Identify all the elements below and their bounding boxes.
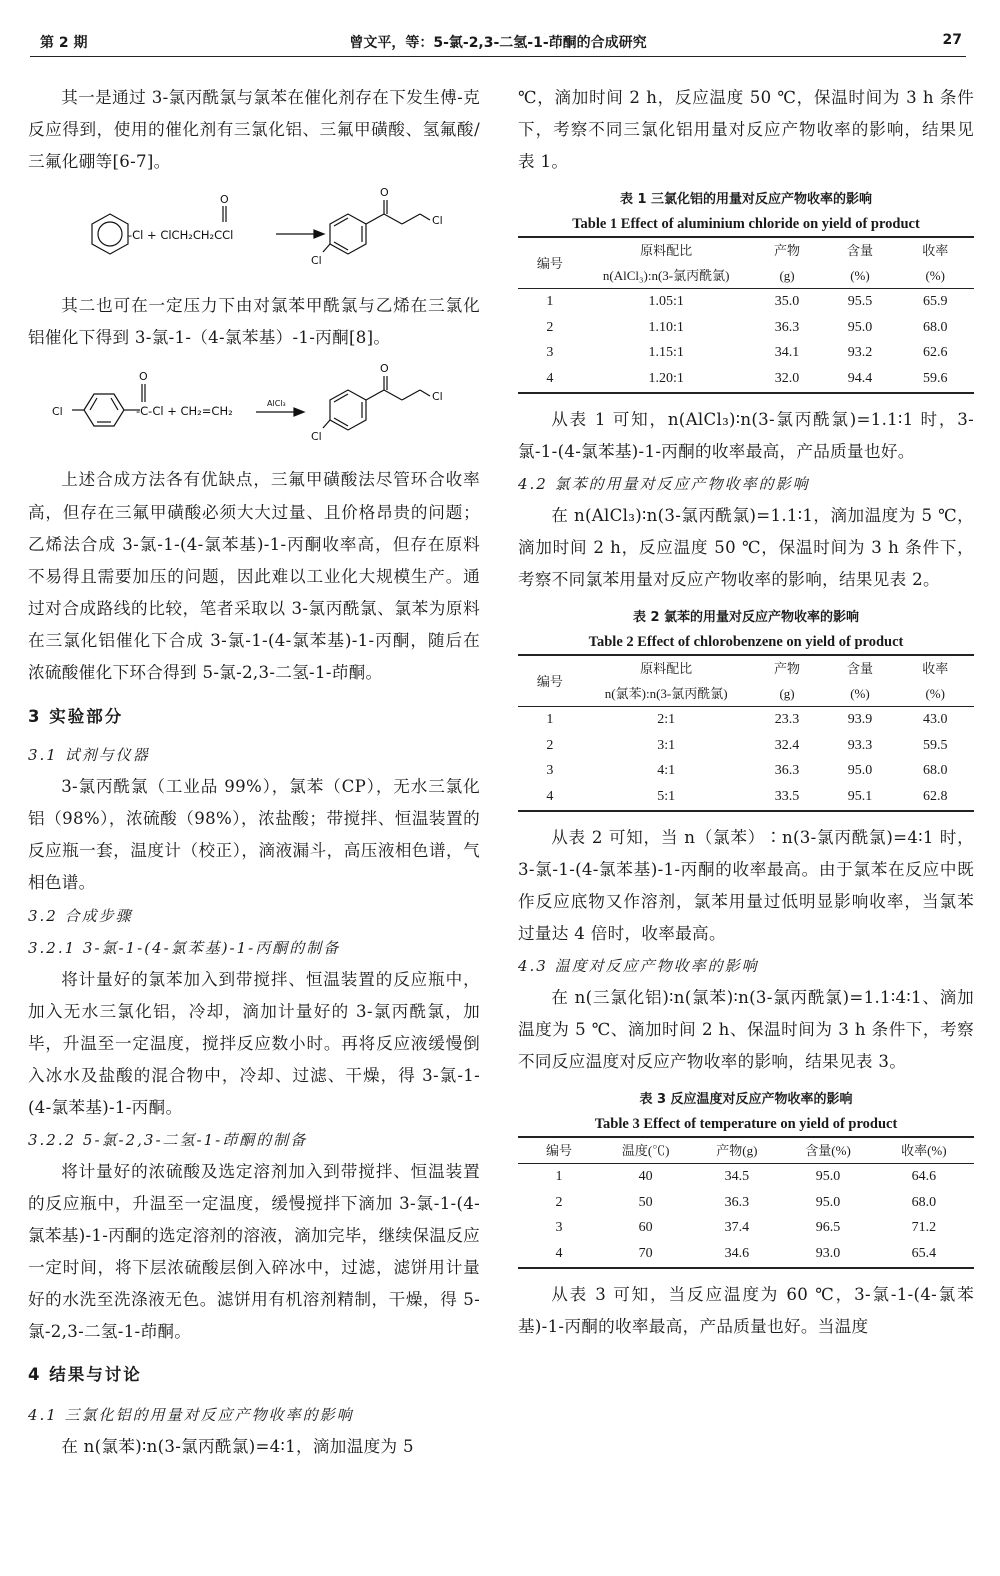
running-title: 曾文平，等：5-氯-2,3-二氢-1-茚酮的合成研究 <box>349 35 647 51</box>
heading-3-2: 3.2 合成步骤 <box>28 906 133 925</box>
table3-header-yield: 收率(%) <box>874 1137 974 1164</box>
table-cell: 93.3 <box>847 737 873 753</box>
table-cell: 34.1 <box>774 345 800 361</box>
table2-header-no: 编号 <box>518 655 582 707</box>
issue-label: 第 2 期 <box>40 35 88 51</box>
table-cell: 93.0 <box>782 1241 873 1268</box>
reaction-scheme-2-drawing <box>28 354 480 464</box>
paragraph-4-1-start: 在 n(氯苯)∶n(3-氯丙酰氯)=4∶1，滴加温度为 5 <box>61 1436 414 1456</box>
heading-3-2-2: 3.2.2 5-氯-2,3-二氢-1-茚酮的制备 <box>28 1130 308 1149</box>
paragraph-table3-discussion: 从表 3 可知，当反应温度为 60 ℃，3-氯-1-(4-氯苯基)-1-丙酮的收率最高，产品质量也好。当温度 <box>518 1284 974 1336</box>
table-row <box>518 1190 974 1216</box>
table-3 <box>518 1136 974 1268</box>
scheme1-product-cl-ring: Cl <box>311 254 322 268</box>
table-cell: 62.6 <box>922 345 948 361</box>
table-cell: 95.1 <box>824 784 897 811</box>
table-cell: 1.05:1 <box>648 294 684 310</box>
table1-caption-zh: 表 1 三氯化铝的用量对反应产物收率的影响 <box>619 192 873 208</box>
table2-header-product: 产物 <box>751 655 824 681</box>
heading-section-4: 4 结果与讨论 <box>28 1364 142 1384</box>
scheme2-product-cl-chain: Cl <box>432 390 443 404</box>
table-cell: 68.0 <box>911 1194 937 1210</box>
scheme1-carbonyl-o: O <box>220 193 229 207</box>
table1-header-product: 产物 <box>751 237 824 263</box>
paragraph-step-2: 将计量好的浓硫酸及选定溶剂加入到带搅拌、恒温装置的反应瓶中，升温至一定温度，缓慢搅拌下滴加 3-氯-1-(4-氯苯基)-1-丙酮的选定溶剂的溶液，滴加完毕，继续保温反应一定时间，将下层浓硫酸层倒入碎冰中，过滤，滤饼用计量好的水洗至洗涤液无色。滤饼用有机溶剂精制，干燥，得 5-氯-2,3-二氢-1-茚酮。 <box>28 1161 480 1342</box>
table-cell: 59.5 <box>922 737 948 753</box>
paragraph-table1-discussion: 从表 1 可知，n(AlCl₃)∶n(3-氯丙酰氯)=1.1∶1 时，3-氯-1-(4-氯苯基)-1-丙酮的收率最高，产品质量也好。 <box>518 409 974 461</box>
table-1 <box>518 236 974 393</box>
table2-caption-en: Table 2 Effect of chlorobenzene on yield of product <box>588 634 904 651</box>
table-row <box>518 289 974 315</box>
page-number: 27 <box>942 32 962 48</box>
table-cell: 50 <box>638 1194 653 1210</box>
table3-caption-zh: 表 3 反应温度对反应产物收率的影响 <box>639 1092 853 1108</box>
paragraph-route-1: 其一是通过 3-氯丙酰氯与氯苯在催化剂存在下发生傅-克反应得到，使用的催化剂有三氯化铝、三氟甲磺酸、氢氟酸/三氟化硼等[6-7]。 <box>28 88 480 172</box>
table2-header-ratio-sub: n(氯苯):n(3-氯丙酰氯) <box>582 681 751 707</box>
table-cell: 4:1 <box>657 763 676 779</box>
table-cell: 33.5 <box>751 784 824 811</box>
table3-header-product: 产物(g) <box>691 1137 782 1164</box>
table-cell: 34.5 <box>724 1169 750 1185</box>
table-cell: 4 <box>518 1241 600 1268</box>
heading-4-2: 4.2 氯苯的用量对反应产物收率的影响 <box>518 474 810 493</box>
table-cell: 62.8 <box>896 784 974 811</box>
table-cell: 2 <box>546 737 554 753</box>
paragraph-4-3: 在 n(三氯化铝)∶n(氯苯)∶n(3-氯丙酰氯)=1.1∶4∶1、滴加温度为 5 ℃、滴加时间 2 h、保温时间为 3 h 条件下，考察不同反应温度对反应产物收率的影响，结果见表 3。 <box>518 987 974 1072</box>
paragraph-reagents: 3-氯丙酰氯（工业品 99%），氯苯（CP），无水三氯化铝（98%），浓硫酸（98%），浓盐酸；带搅拌、恒温装置的反应瓶一套，温度计（校正），滴液漏斗，高压液相色谱，气相色谱。 <box>28 777 480 893</box>
table-cell: 23.3 <box>774 712 800 728</box>
table2-header-yield-unit: (%) <box>896 681 974 707</box>
table-cell: 1 <box>555 1169 563 1185</box>
table3-caption-en: Table 3 Effect of temperature on yield of product <box>594 1116 898 1133</box>
scheme1-reactants-text: -Cl + ClCH₂CH₂CCl <box>128 228 234 243</box>
table1-header-no: 编号 <box>518 237 582 289</box>
table-cell: 93.2 <box>847 345 873 361</box>
table1-header-ratio-sub: n(AlCl₃):n(3-氯丙酰氯) <box>582 263 751 289</box>
paragraph-table2-discussion: 从表 2 可知，当 n（氯苯）∶n(3-氯丙酰氯)=4∶1 时，3-氯-1-(4-氯苯基)-1-丙酮的收率最高。由于氯苯在反应中既作反应底物又作溶剂，氯苯用量过低明显影响收率，当氯苯过量达 4 倍时，收率最高。 <box>518 827 974 943</box>
table-cell: 36.3 <box>774 763 800 779</box>
reaction-scheme-1-drawing <box>28 178 480 290</box>
heading-4-1: 4.1 三氯化铝的用量对反应产物收率的影响 <box>28 1405 354 1424</box>
table-cell: 3 <box>546 763 554 779</box>
paragraph-4-2: 在 n(AlCl₃)∶n(3-氯丙酰氯)=1.1∶1，滴加温度为 5 ℃，滴加时间 2 h，反应温度 50 ℃，保温时间为 3 h 条件下，考察不同氯苯用量对反应产物收率的影响，结果见表 2。 <box>518 505 974 590</box>
table-row <box>518 784 974 811</box>
table-cell: 68.0 <box>922 319 948 335</box>
scheme2-catalyst: AlCl₃ <box>267 399 286 409</box>
heading-3-1: 3.1 试剂与仪器 <box>28 746 150 765</box>
table-cell: 32.0 <box>751 366 824 393</box>
table1-header-yield-unit: (%) <box>896 263 974 289</box>
heading-4-3: 4.3 温度对反应产物收率的影响 <box>518 956 759 975</box>
table-row <box>518 366 974 393</box>
table-cell: 2 <box>555 1194 563 1210</box>
table-cell: 94.4 <box>824 366 897 393</box>
table-cell: 37.4 <box>724 1220 750 1236</box>
table-cell: 65.9 <box>922 294 948 310</box>
table1-header-yield: 收率 <box>896 237 974 263</box>
table-cell: 5:1 <box>582 784 751 811</box>
table-cell: 3 <box>555 1220 563 1236</box>
table-row <box>518 758 974 784</box>
table2-header-ratio: 原料配比 <box>582 655 751 681</box>
table2-header-product-unit: (g) <box>751 681 824 707</box>
table-row <box>518 1241 974 1268</box>
scheme2-reactant-cl: Cl <box>52 405 63 419</box>
table-2 <box>518 654 974 811</box>
table-cell: 1 <box>546 294 554 310</box>
table-cell: 3 <box>546 345 554 361</box>
table3-header-content: 含量(%) <box>782 1137 873 1164</box>
left-column <box>28 82 480 1463</box>
paragraph-route-comparison: 上述合成方法各有优缺点，三氟甲磺酸法尽管环合收率高，但存在三氟甲磺酸必须大大过量、且价格昂贵的问题；乙烯法合成 3-氯-1-(4-氯苯基)-1-丙酮收率高，但存在原料不易得且需要加压的问题，因此难以工业化大规模生产。通过对合成路线的比较，笔者采取以 3-氯丙酰氯、氯苯为原料在三氯化铝催化下合成 3-氯-1-(4-氯苯基)-1-丙酮，随后在浓硫酸催化下环合得到 5-氯-2,3-二氢-1-茚酮。 <box>28 470 480 683</box>
table-row <box>518 340 974 366</box>
table1-header-content: 含量 <box>824 237 897 263</box>
reaction-scheme-2 <box>28 354 480 464</box>
right-column <box>518 82 974 1343</box>
table-cell: 2 <box>546 319 554 335</box>
table-cell: 71.2 <box>911 1220 937 1236</box>
table-cell: 1.15:1 <box>648 345 684 361</box>
table-cell: 65.4 <box>874 1241 974 1268</box>
table3-header-no: 编号 <box>518 1137 600 1164</box>
table-row <box>518 733 974 759</box>
reaction-scheme-1 <box>28 178 480 290</box>
table-cell: 59.6 <box>896 366 974 393</box>
table-row <box>518 315 974 341</box>
table2-header-content: 含量 <box>824 655 897 681</box>
table-cell: 36.3 <box>774 319 800 335</box>
running-header <box>30 30 966 57</box>
table-cell: 1.20:1 <box>582 366 751 393</box>
table-cell: 70 <box>600 1241 691 1268</box>
scheme1-product-o: O <box>380 186 389 200</box>
table-cell: 32.4 <box>774 737 800 753</box>
paragraph-step-1: 将计量好的氯苯加入到带搅拌、恒温装置的反应瓶中，加入无水三氯化铝，冷却，滴加计量好的 3-氯丙酰氯，加毕，升温至一定温度，搅拌反应数小时。再将反应液缓慢倒入冰水及盐酸的混合物中，冷却、过滤、干燥，得 3-氯-1-(4-氯苯基)-1-丙酮。 <box>28 969 480 1117</box>
table-cell: 3:1 <box>657 737 676 753</box>
table-cell: 95.5 <box>847 294 873 310</box>
table-cell: 35.0 <box>774 294 800 310</box>
table-row <box>518 707 974 733</box>
table-cell: 60 <box>638 1220 653 1236</box>
scheme1-product-cl-chain: Cl <box>432 214 443 228</box>
table-cell: 68.0 <box>922 763 948 779</box>
scheme2-carbonyl-o: O <box>139 370 148 384</box>
table-cell: 1 <box>546 712 554 728</box>
table1-caption-en: Table 1 Effect of aluminium chloride on yield of product <box>572 216 920 233</box>
table3-header-temperature: 温度(℃) <box>600 1137 691 1164</box>
table-cell: 96.5 <box>815 1220 841 1236</box>
paragraph-route-2: 其二也可在一定压力下由对氯苯甲酰氯与乙烯在三氯化铝催化下得到 3-氯-1-（4-氯苯基）-1-丙酮[8]。 <box>28 296 480 348</box>
table-cell: 1.10:1 <box>648 319 684 335</box>
scheme2-product-o: O <box>380 362 389 376</box>
table-cell: 40 <box>638 1169 653 1185</box>
table-cell: 36.3 <box>724 1194 750 1210</box>
table-cell: 4 <box>518 784 582 811</box>
paragraph-4-1-cont: ℃，滴加时间 2 h，反应温度 50 ℃，保温时间为 3 h 条件下，考察不同三氯化铝用量对反应产物收率的影响，结果见表 1。 <box>518 88 974 172</box>
table-row <box>518 1215 974 1241</box>
table1-header-product-unit: (g) <box>751 263 824 289</box>
table-cell: 95.0 <box>815 1194 841 1210</box>
table-cell: 4 <box>518 366 582 393</box>
scheme2-reactants-text: -C-Cl + CH₂=CH₂ <box>136 404 233 419</box>
table-cell: 34.6 <box>691 1241 782 1268</box>
table2-header-content-unit: (%) <box>824 681 897 707</box>
table2-header-yield: 收率 <box>896 655 974 681</box>
table-row <box>518 1164 974 1190</box>
table2-caption-zh: 表 2 氯苯的用量对反应产物收率的影响 <box>632 610 860 626</box>
table-cell: 95.0 <box>815 1169 841 1185</box>
table-cell: 95.0 <box>847 319 873 335</box>
table1-header-ratio: 原料配比 <box>582 237 751 263</box>
heading-3-2-1: 3.2.1 3-氯-1-(4-氯苯基)-1-丙酮的制备 <box>28 938 341 957</box>
scheme2-product-cl-ring: Cl <box>311 430 322 444</box>
table-cell: 93.9 <box>847 712 873 728</box>
table-cell: 2:1 <box>657 712 676 728</box>
table-cell: 64.6 <box>911 1169 937 1185</box>
table1-header-content-unit: (%) <box>824 263 897 289</box>
heading-section-3: 3 实验部分 <box>28 707 124 727</box>
table-cell: 95.0 <box>847 763 873 779</box>
table-cell: 43.0 <box>922 712 948 728</box>
